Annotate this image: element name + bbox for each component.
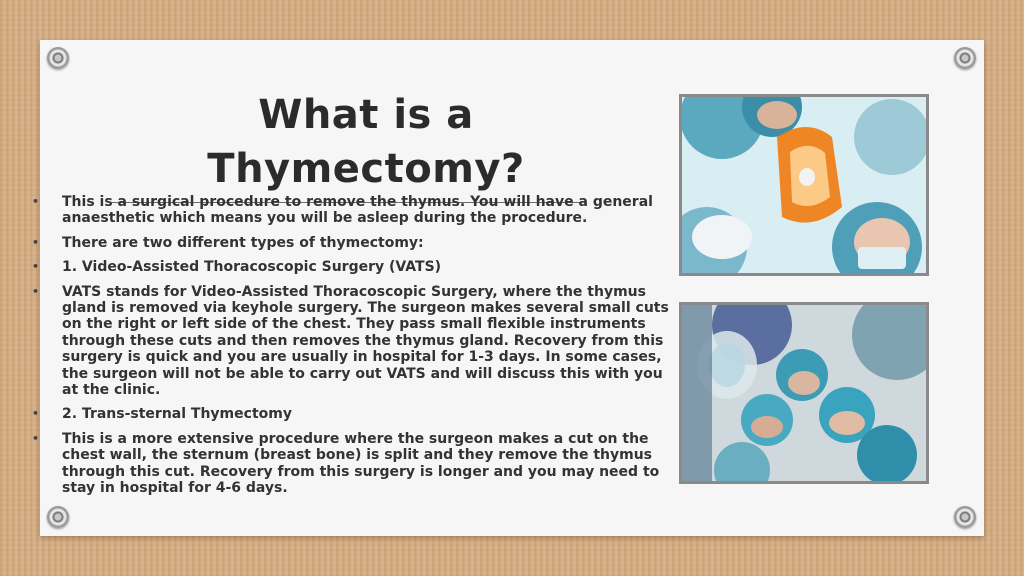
bullet-icon: • — [32, 284, 40, 298]
bullet-text: There are two different types of thymectomy: — [62, 234, 424, 251]
pushpin-icon — [47, 47, 69, 69]
surgeons-mask-illustration — [682, 97, 926, 273]
bullet-item — [32, 406, 680, 423]
bullet-icon: • — [32, 407, 40, 421]
bullet-item — [32, 234, 680, 251]
bullet-item — [32, 194, 680, 227]
bullet-text: 2. Trans-sternal Thymectomy — [62, 406, 292, 423]
bullet-icon: • — [32, 235, 40, 249]
pushpin-icon — [954, 47, 976, 69]
bullet-item — [32, 259, 680, 276]
bullet-icon: • — [32, 260, 40, 274]
bullet-item — [32, 430, 680, 497]
pushpin-icon — [954, 506, 976, 528]
bullet-item — [32, 283, 680, 399]
bullet-text: This is a surgical procedure to remove the thymus. You will have a general anaesthetic which means you will be asleep during the procedure. — [62, 194, 653, 227]
bullet-list — [32, 194, 680, 505]
title-line-1: What is a — [258, 92, 474, 138]
slide-title — [160, 88, 572, 196]
surgeons-mask-photo — [679, 94, 929, 276]
surgical-team-illustration — [682, 305, 926, 481]
bullet-text: 1. Video-Assisted Thoracoscopic Surgery (VATS) — [62, 259, 442, 276]
pushpin-icon — [47, 506, 69, 528]
bullet-text: This is a more extensive procedure where the surgeon makes a cut on the chest wall, the sternum (breast bone) is split and they remove the thymus through this cut. Recovery from this surgery is longer and you may need to stay in hospital for 4-6 days. — [62, 430, 660, 497]
surgical-team-photo — [679, 302, 929, 484]
bullet-icon: • — [32, 195, 40, 208]
bullet-text: VATS stands for Video-Assisted Thoracoscopic Surgery, where the thymus gland is removed via keyhole surgery. The surgeon makes several small cuts on the right or left side of the chest. They pass small flexible instruments through these cuts and then removes the thymus gland. Recovery from this surgery is quick and you are usually in hospital for 1-3 days. In some cases, the surgeon will not be able to carry out VATS and will discuss this with you at the clinic. — [62, 283, 669, 399]
bullet-icon: • — [32, 431, 40, 445]
title-line-2: Thymectomy? — [207, 146, 525, 192]
